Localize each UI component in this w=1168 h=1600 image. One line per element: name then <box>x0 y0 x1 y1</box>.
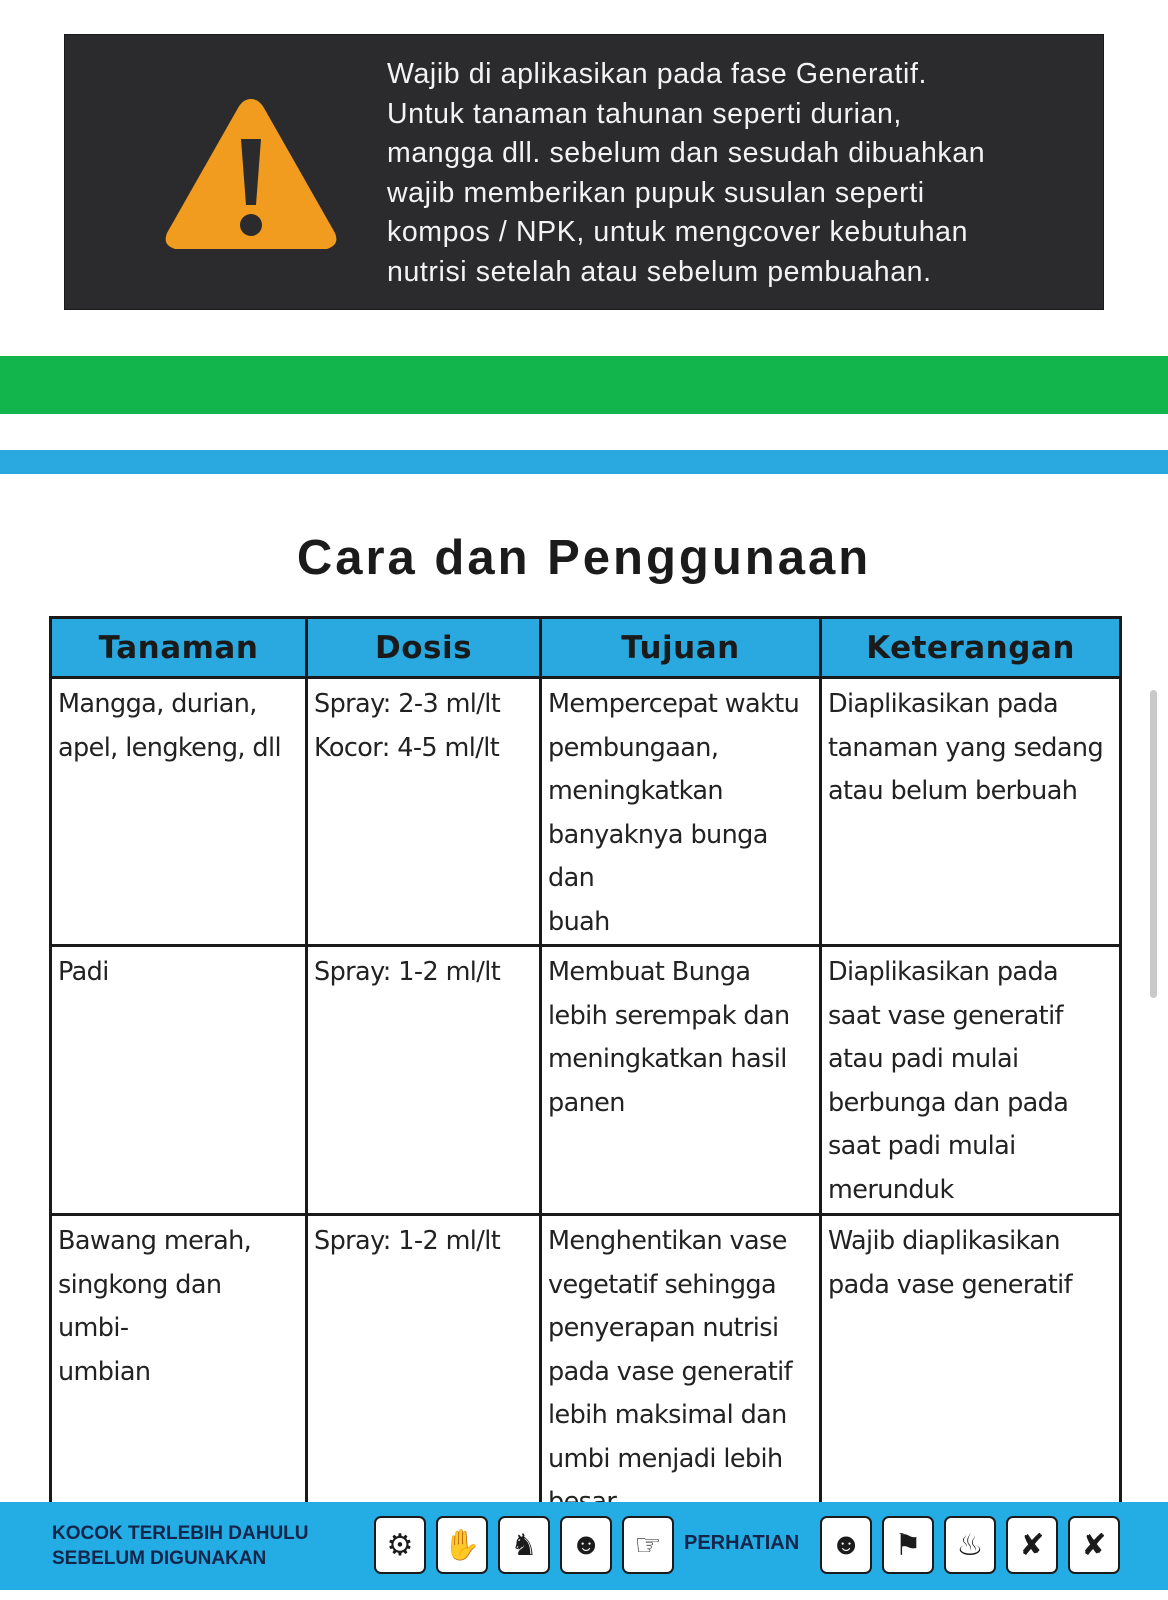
mask-icon: ☻ <box>560 1516 612 1574</box>
cell-dosis: Spray: 2-3 ml/lt Kocor: 4-5 ml/lt <box>307 678 541 946</box>
table-header-row <box>51 618 1121 678</box>
shake-line: KOCOK TERLEBIH DAHULU <box>52 1523 309 1544</box>
gloves-icon: ✋ <box>436 1516 488 1574</box>
warning-line: wajib memberikan pupuk susulan seperti <box>387 176 925 209</box>
green-band <box>0 356 1168 414</box>
warning-text <box>387 55 1097 293</box>
cell-tujuan: Mempercepat waktu pembungaan, meningkatkan banyaknya bunga dan buah <box>541 678 821 946</box>
table-row <box>51 946 1121 1215</box>
wash-hands-icon: ☞ <box>622 1516 674 1574</box>
header-keterangan: Keterangan <box>821 618 1121 678</box>
footer-bar <box>0 1502 1168 1590</box>
cell-tanaman: Padi <box>51 946 307 1215</box>
header-dosis: Dosis <box>307 618 541 678</box>
shake-line: SEBELUM DIGUNAKAN <box>52 1548 267 1569</box>
header-tujuan: Tujuan <box>541 618 821 678</box>
warning-line: Wajib di aplikasikan pada fase Generatif. <box>387 58 927 90</box>
usage-table <box>49 616 1122 1534</box>
face-shield-icon: ☻ <box>820 1516 872 1574</box>
cell-dosis: Spray: 1-2 ml/lt <box>307 1215 541 1533</box>
cell-keterangan: Diaplikasikan pada tanaman yang sedang atau belum berbuah <box>821 678 1121 946</box>
table-row <box>51 1215 1121 1533</box>
no-fish-icon: ✘ <box>1006 1516 1058 1574</box>
table-row <box>51 678 1121 946</box>
warning-line: kompos / NPK, untuk mengcover kebutuhan <box>387 216 969 249</box>
perhatian-label: PERHATIAN <box>684 1532 800 1554</box>
cell-dosis: Spray: 1-2 ml/lt <box>307 946 541 1215</box>
header-tanaman: Tanaman <box>51 618 307 678</box>
shake-instruction <box>52 1521 309 1571</box>
warning-box <box>64 34 1104 310</box>
sprayer-person-icon: ⚑ <box>882 1516 934 1574</box>
warning-triangle-icon <box>161 93 341 257</box>
cell-keterangan: Diaplikasikan pada saat vase generatif atau padi mulai berbunga dan pada saat padi mulai merunduk <box>821 946 1121 1215</box>
cell-tanaman: Mangga, durian, apel, lengkeng, dll <box>51 678 307 946</box>
warning-line: nutrisi setelah atau sebelum pembuahan. <box>387 255 932 288</box>
page-title: Cara dan Penggunaan <box>296 531 872 585</box>
warning-line: Untuk tanaman tahunan seperti durian, <box>387 97 902 130</box>
boots-icon: ♞ <box>498 1516 550 1574</box>
cell-tanaman: Bawang merah, singkong dan umbi- umbian <box>51 1215 307 1533</box>
cell-keterangan: Wajib diaplikasikan pada vase generatif <box>821 1215 1121 1533</box>
no-livestock-icon: ✘ <box>1068 1516 1120 1574</box>
cell-tujuan: Menghentikan vase vegetatif sehingga penyerapan nutrisi pada vase generatif lebih maksimal dan umbi menjadi lebih <box>541 1215 821 1533</box>
scrollbar[interactable] <box>1150 690 1157 998</box>
warning-line: mangga dll. sebelum dan sesudah dibuahkan <box>387 137 986 170</box>
wash-person-icon: ♨ <box>944 1516 996 1574</box>
blue-band <box>0 450 1168 474</box>
spray-mixing-icon: ⚙ <box>374 1516 426 1574</box>
cell-tujuan: Membuat Bunga lebih serempak dan meningkatkan hasil panen <box>541 946 821 1215</box>
